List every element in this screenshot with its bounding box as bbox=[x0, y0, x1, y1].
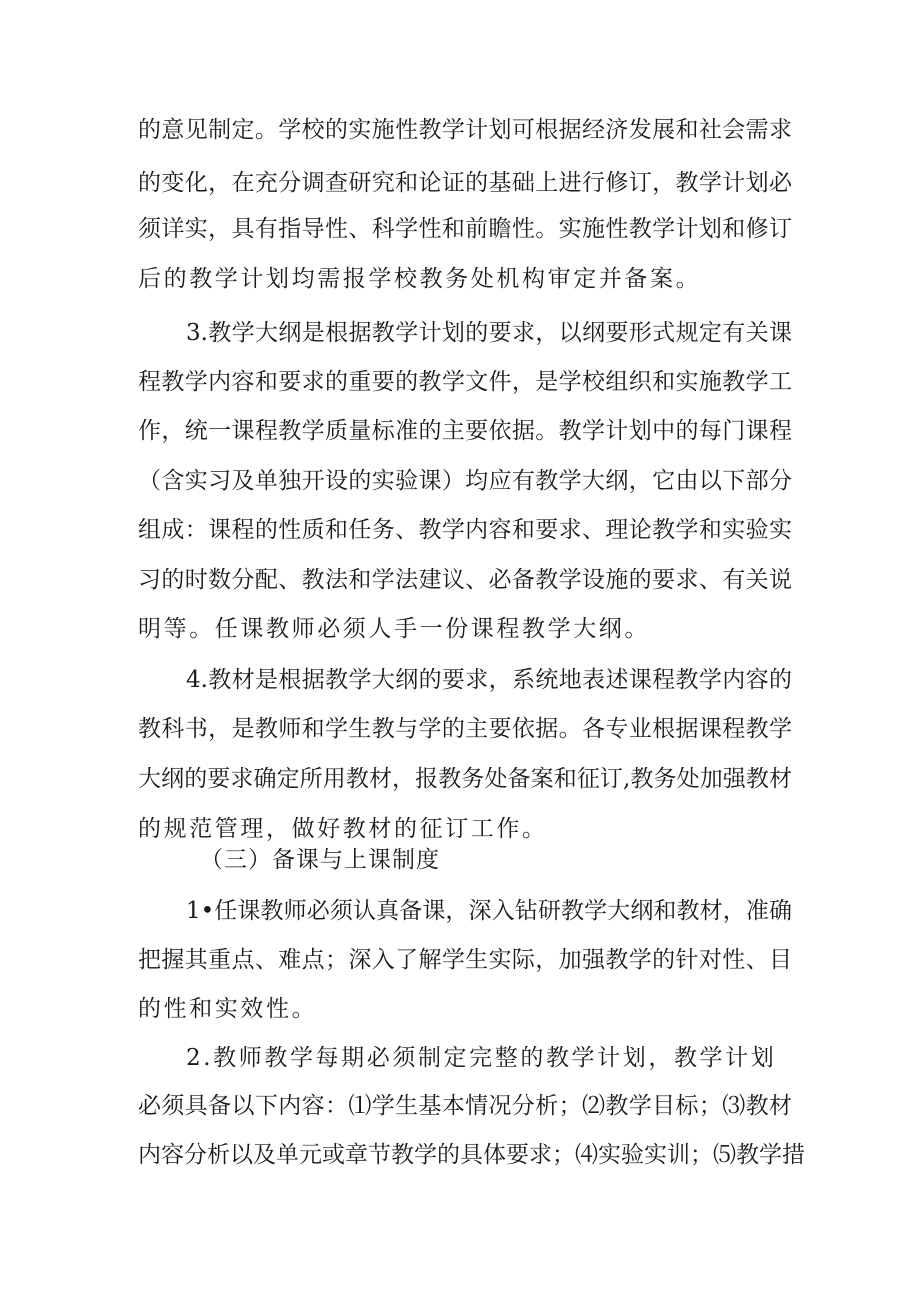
text-line: 须详实，具有指导性、科学性和前瞻性。实施性教学计划和修订 bbox=[138, 216, 792, 242]
text-line: 作，统一课程教学质量标准的主要依据。教学计划中的每门课程 bbox=[138, 418, 792, 444]
text-line: 大纲的要求确定所用教材，报教务处备案和征订,教务处加强教材 bbox=[138, 766, 792, 792]
paragraph-first-line: 3.教学大纲是根据教学计划的要求，以纲要形式规定有关课 bbox=[186, 320, 792, 346]
text-line: 必须具备以下内容：⑴学生基本情况分析；⑵教学目标；⑶教材 bbox=[138, 1093, 792, 1119]
text-line: 的规范管理，做好教材的征订工作。 bbox=[138, 816, 548, 842]
section-heading: （三）备课与上课制度 bbox=[200, 847, 440, 873]
text-line: 把握其重点、难点；深入了解学生实际，加强教学的针对性、目 bbox=[138, 947, 792, 973]
text-line: 内容分析以及单元或章节教学的具体要求；⑷实验实训；⑸教学措 bbox=[138, 1142, 805, 1168]
text-line: 教科书，是教师和学生教与学的主要依据。各专业根据课程教学 bbox=[138, 716, 792, 742]
text-line: 明等。任课教师必须人手一份课程教学大纲。 bbox=[138, 616, 650, 642]
paragraph-first-line: 4.教材是根据教学大纲的要求，系统地表述课程教学内容的 bbox=[186, 667, 792, 693]
text-line: 习的时数分配、教法和学法建议、必备教学设施的要求、有关说 bbox=[138, 567, 792, 593]
text-line: 组成：课程的性质和任务、教学内容和要求、理论教学和实验实 bbox=[138, 517, 792, 543]
text-line: （含实习及单独开设的实验课）均应有教学大纲，它由以下部分 bbox=[138, 468, 792, 494]
text-line: 后的教学计划均需报学校教务处机构审定并备案。 bbox=[138, 266, 702, 292]
paragraph-first-line: 2.教师教学每期必须制定完整的教学计划，教学计划 bbox=[186, 1045, 777, 1071]
text-line: 程教学内容和要求的重要的教学文件，是学校组织和实施教学工 bbox=[138, 369, 792, 395]
text-line: 的意见制定。学校的实施性教学计划可根据经济发展和社会需求 bbox=[138, 117, 792, 143]
text-line: 的变化，在充分调查研究和论证的基础上进行修订，教学计划必 bbox=[138, 170, 792, 196]
text-line: 的性和实效性。 bbox=[138, 996, 318, 1022]
paragraph-first-line: 1•任课教师必须认真备课，深入钻研教学大纲和教材，准确 bbox=[186, 898, 792, 924]
